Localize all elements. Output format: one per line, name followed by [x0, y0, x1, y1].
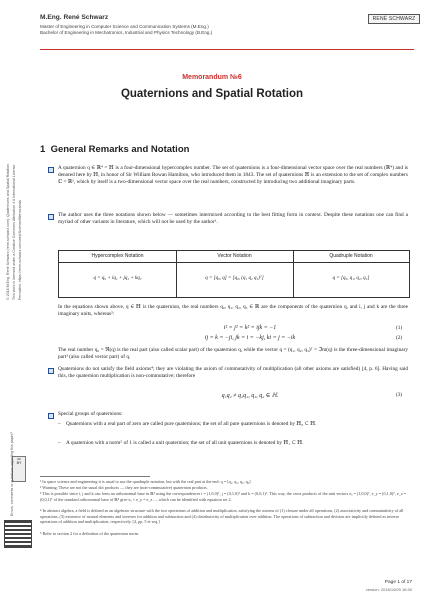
page-number: Page 1 of 17 — [384, 580, 412, 585]
footnote: ³ This is possible since i, j and k can form an orthonormal base in ℝ³ using the correspondences i = (1,0,0)ᵀ, j = (0,1,0)ᵀ and k = (0,0,1)ᵀ. This way, the cross products of the unit vectors eₓ = (1,0,0)ᵀ, e_y = (0,1,0)ᵀ, e_z = (0,0,1)ᵀ of the standard orthonormal base of ℝ³ give eₓ × e_y = e_z ..., which can be identified with equation set 2. — [40, 491, 407, 502]
table-cell: q = q₀ + iq₁ + jq₂ + kq₃ — [93, 276, 142, 281]
paragraph-components: In the equations shown above, q ∈ ℍ is the quaternion, the real numbers q₀, q₁, q₂, q₃ ∈ ℝ are the components of the quaternion q, and i, j and k are the three imaginary units, whereas²: — [58, 304, 408, 317]
paragraph-field-axioms: Quaternions do not satisfy the field axioms⁴; they are violating the axiom of commutativity of multiplication (all other axioms are satisfied) [4, p. 6]. Having said this, the quaternion multiplication is non-commutative; therefore — [58, 366, 408, 379]
table-rule — [59, 262, 409, 263]
version-stamp: version: 2018/10/09 16:30 — [365, 587, 412, 592]
author-logo: RENÉ SCHWARZ — [368, 14, 420, 24]
footnote: ⁵ Refer to section 2 for a definition of the quaternion norm. — [40, 531, 139, 536]
creative-commons-icon[interactable]: cc BY — [12, 456, 26, 482]
bullet-icon — [48, 413, 54, 419]
footnote: ⁴ In abstract algebra, a field is defined as an algebraic structure with the two operations of addition and multiplication, satisfying the axioms of (1) closure under all operations, (2) associativity and commutativity of all operations, (3) existence of neutral elements and inverses for addition and subtraction and (4) distributivity of multiplication over addition. The operations of subtraction and division are implicitly defined as inverse operations of addition and multiplication, respectively. [4, pp. 5 et seq.] — [40, 508, 404, 525]
list-item-unit-quaternions: A quaternion with a norm⁵ of 1 is called a unit quaternion; the set of all unit quaternions is denoted by ℍ₁ ⊂ ℍ. — [66, 440, 304, 446]
paragraph-real-part: The real number q₀ = ℜ(q) is the real part (also called scalar part) of the quaternion q, while the vector q = (q₁, q₂, q₃)ᵀ = ℑm(q) is the three-dimensional imaginary part³ (also called vector part) of q. — [58, 347, 408, 360]
paragraph-intro: A quaternion q ∈ ℝ⁴ = ℍ is a four-dimensional hypercomplex number. The set of quaternions is a four-dimensional vector space over the real numbers (ℝ⁴) and is denoted here by ℍ, in honor of Sir William Rowan Hamilton, who introduced them in 1843. The set of quaternions ℍ is an extension to the set of complex numbers ℂ = ℝ², which by itself is a two-dimensional vector space over the real numbers, constructed by introducing two additional imaginary parts. — [58, 165, 408, 185]
qr-code-icon[interactable] — [4, 520, 32, 548]
equation-number: (3) — [396, 392, 403, 398]
section-number: 1 — [40, 144, 46, 155]
table-header: Hypercomplex Notation — [91, 253, 144, 259]
equation-number: (1) — [396, 325, 403, 331]
header-rule — [40, 49, 414, 50]
equation: i² = j² = k² = ijk = −1 — [223, 325, 277, 331]
equation: ij = k = −ji, jk = i = −kj, ki = j = −ik — [204, 335, 296, 341]
footnote-rule — [40, 476, 150, 477]
paragraph-special-groups: Special groups of quaternions: — [58, 411, 123, 417]
bullet-icon — [48, 167, 54, 173]
table-header: Vector Notation — [217, 253, 252, 259]
author-degree-2: Bachelor of Engineering in Mechatronics, Industrial and Physics Technology (B.Eng.) — [40, 30, 213, 35]
memo-label: Memorandum №6 — [182, 74, 242, 81]
section-heading — [40, 144, 189, 155]
bullet-icon — [48, 368, 54, 374]
table-divider — [293, 251, 294, 297]
license-sidebar — [4, 150, 28, 516]
table-divider — [176, 251, 177, 297]
equation-number: (2) — [396, 335, 403, 341]
equation: q₁q₂ ≠ q₂q₁, q₁, q₂ ∈ ℍ. — [221, 393, 279, 399]
table-cell: q = [q₀, q₁, q₂, q₃] — [332, 276, 370, 281]
footnote: ² Warning: These are not the usual dot products — they are (non-commutative) quaternion products. — [40, 485, 208, 490]
sidebar-feedback: Errors, comments or questions regarding this paper? — [10, 432, 14, 516]
notation-table — [58, 250, 410, 298]
author-degree-1: Master of Engineering in Computer Science and Communication Systems (M.Eng.) — [40, 24, 209, 29]
list-item-pure-quaternions: Quaternions with a real part of zero are called pure quaternions; the set of all pure quaternions is denoted by ℍ₀ ⊂ ℍ. — [66, 421, 317, 427]
page-title: Quaternions and Spatial Rotation — [120, 88, 304, 100]
bullet-icon — [48, 214, 54, 220]
paragraph-notations: The author uses the three notations shown below — sometimes intermixed according to the best fitting form in context. Despite these notations one can find a myriad of other variants in literature, which will not be used by the author¹. — [58, 212, 408, 225]
author-name: M.Eng. René Schwarz — [40, 14, 109, 21]
sidebar-permalink[interactable]: Permalink: https://rene-schwarz.com/web/Science/Memoranda — [18, 200, 22, 300]
list-dash: – — [58, 421, 61, 427]
sidebar-copyright: © 2018 M.Eng. René Schwarz (rene-schwarz.com): Quaternions and Spatial Rotation. — [6, 162, 10, 300]
footnote: ¹ In space science and engineering it is usual to use the quadruple notation, but with the real part at the end: q = [q₁, q₂, q₃, q₀]. — [40, 479, 252, 484]
list-dash: – — [58, 440, 61, 446]
table-cell: q = [q₀, q] = [q₀, (q₁ q₂ q₃)ᵀ] — [205, 276, 264, 281]
section-title: General Remarks and Notation — [50, 144, 190, 155]
sidebar-license: This work is licensed under a Creative Commons Attribution 4.0 International License. — [12, 163, 16, 300]
table-header: Quadruple Notation — [329, 253, 373, 259]
